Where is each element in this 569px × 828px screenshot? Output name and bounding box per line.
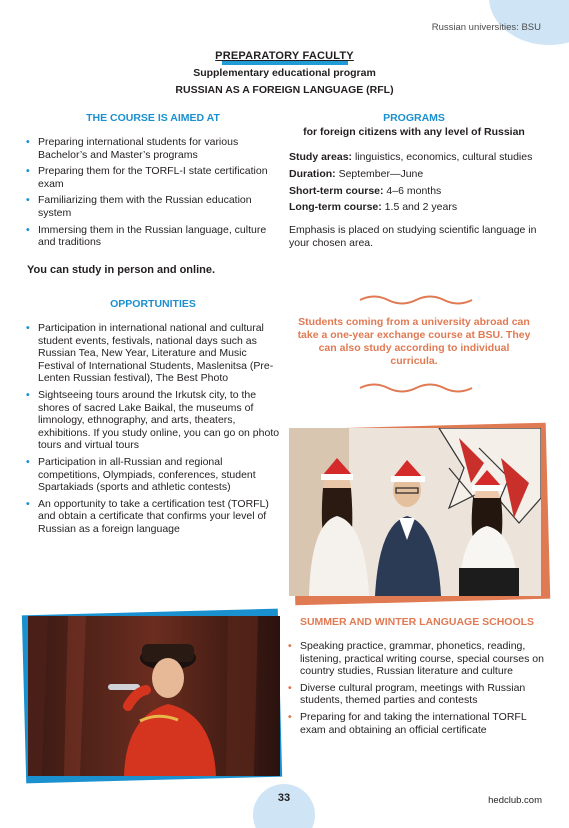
bullet-icon: • <box>26 388 30 401</box>
list-item: • Familiarizing them with the Russian education system <box>26 194 252 219</box>
duration-row: Duration: September—June <box>289 167 424 180</box>
list-item: • Preparing international students for various Bachelor’s and Master’s programs <box>26 136 239 161</box>
page-title: PREPARATORY FACULTY <box>215 50 354 62</box>
bullet-icon: • <box>26 165 30 178</box>
page-subtitle: Supplementary educational program <box>193 67 376 79</box>
short-term-row: Short-term course: 4–6 months <box>289 184 442 197</box>
performer-photo <box>28 616 280 776</box>
bullet-icon: • <box>288 640 292 652</box>
bullet-icon: • <box>26 455 30 468</box>
bullet-icon: • <box>26 223 30 236</box>
list-item: • Preparing for and taking the international TORFL exam and obtaining an official certificate <box>288 710 527 736</box>
bullet-icon: • <box>26 322 30 334</box>
page-number-badge <box>253 784 315 828</box>
bullet-icon: • <box>288 681 292 694</box>
study-format-note: You can study in person and online. <box>27 264 216 276</box>
emphasis-note: Emphasis is placed on studying scientific language in your chosen area. <box>289 224 537 249</box>
program-name: RUSSIAN AS A FOREIGN LANGUAGE (RFL) <box>175 84 394 96</box>
programs-details <box>289 149 554 216</box>
bullet-icon: • <box>288 710 292 723</box>
list-item: • Participation in international national and cultural student events, festivals, national days such as Russian Tea, New Year, Literature and Music Festival of International Students, Maslenitsa (Pre-Lenten Russian festival), The Best Photo <box>26 322 274 385</box>
list-item: • Preparing them for the TORFL-I state certification exam <box>26 165 268 190</box>
bullet-icon: • <box>26 136 30 148</box>
course-aims-list <box>26 136 284 253</box>
site-url[interactable]: hedclub.com <box>488 795 542 806</box>
list-item: • An opportunity to take a certification test (TORFL) and obtain a certificate that confirms your level of Russian as a foreign language <box>26 497 269 535</box>
course-aims-heading: THE COURSE IS AIMED AT <box>86 112 220 124</box>
exchange-quote: Students coming from a university abroad can take a one-year exchange course at BSU. They can also study according to individual curricula. <box>297 316 531 367</box>
students-photo <box>289 428 541 596</box>
page-number: 33 <box>277 792 291 804</box>
opportunities-heading: OPPORTUNITIES <box>110 298 196 310</box>
study-areas-row: Study areas: linguistics, economics, cultural studies <box>289 151 533 163</box>
long-term-row: Long-term course: 1.5 and 2 years <box>289 201 458 214</box>
list-item: • Diverse cultural program, meetings with Russian students, themed parties and contests <box>288 681 526 707</box>
wave-decoration-top <box>358 294 474 306</box>
programs-heading: PROGRAMS <box>383 112 445 124</box>
bullet-icon: • <box>26 194 30 207</box>
opportunities-list <box>26 322 284 540</box>
bullet-icon: • <box>26 497 30 510</box>
list-item: • Participation in all-Russian and regional competitions, Olympiads, conferences, student Spartakiads (sports and athletic contests) <box>26 455 256 494</box>
wave-decoration-bottom <box>358 382 474 394</box>
programs-subtitle: for foreign citizens with any level of Russian <box>303 126 525 138</box>
list-item: • Sightseeing tours around the Irkutsk city, to the shores of sacred Lake Baikal, the museums of limnology, ethnography, and arts, theaters, exhibitions. If you study online, you can go on photo tours and virtual tours <box>26 388 280 452</box>
list-item: • Immersing them in the Russian language, culture and traditions <box>26 223 267 249</box>
language-schools-list <box>288 640 548 740</box>
running-head: Russian universities: BSU <box>431 22 541 33</box>
list-item: • Speaking practice, grammar, phonetics, reading, listening, practical writing course, special courses on country studies, Russian literature and culture <box>288 640 544 678</box>
language-schools-heading: SUMMER AND WINTER LANGUAGE SCHOOLS <box>299 616 535 628</box>
